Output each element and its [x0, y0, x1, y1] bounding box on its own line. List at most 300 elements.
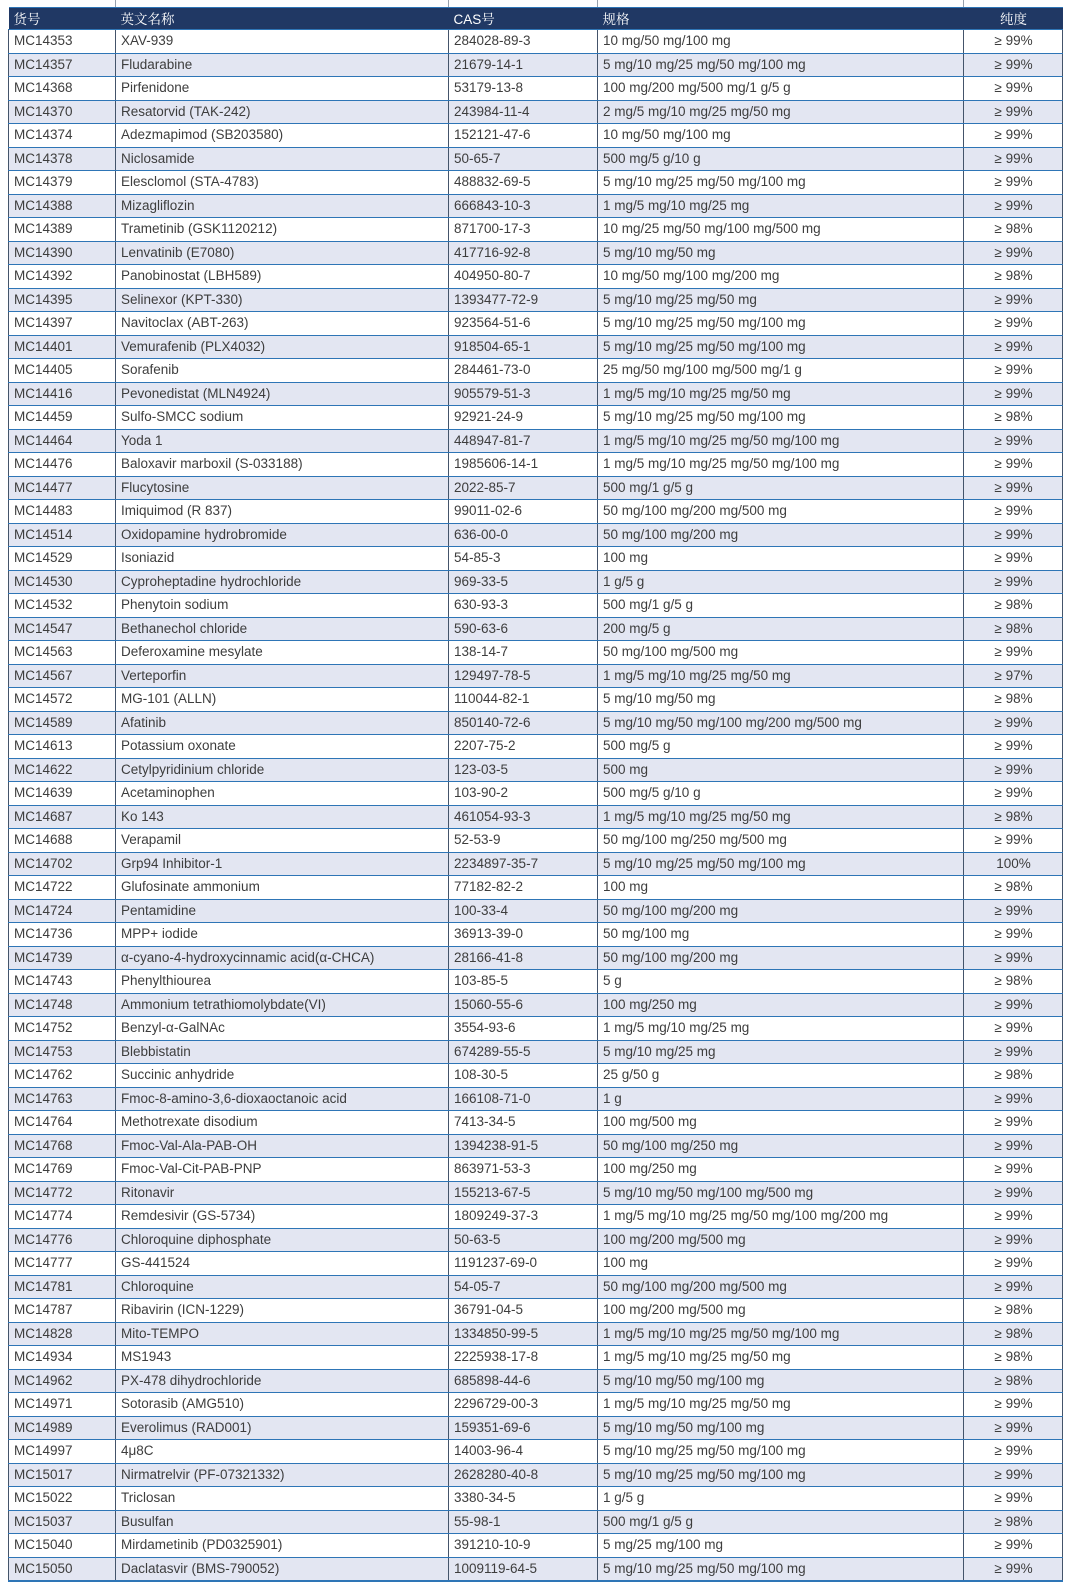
cell-purity: ≥ 99%	[964, 758, 1063, 782]
cell-purity: ≥ 99%	[964, 53, 1063, 77]
cell-purity: ≥ 99%	[964, 429, 1063, 453]
table-row	[9, 805, 1063, 829]
cell-cas: 2225938-17-8	[449, 1346, 598, 1370]
column-header-spec: 规格	[598, 8, 964, 30]
cell-purity: ≥ 99%	[964, 1111, 1063, 1135]
table-row	[9, 970, 1063, 994]
cell-cas: 36913-39-0	[449, 923, 598, 947]
cell-code: MC14353	[9, 30, 116, 54]
cell-code: MC14971	[9, 1393, 116, 1417]
cell-purity: ≥ 99%	[964, 194, 1063, 218]
table-row	[9, 711, 1063, 735]
cell-code: MC14613	[9, 735, 116, 759]
cell-spec: 200 mg/5 g	[598, 617, 964, 641]
cell-cas: 108-30-5	[449, 1064, 598, 1088]
table-row	[9, 617, 1063, 641]
cell-spec: 1 mg/5 mg/10 mg/25 mg/50 mg	[598, 1393, 964, 1417]
cell-cas: 152121-47-6	[449, 124, 598, 148]
table-row	[9, 523, 1063, 547]
cell-name: Sorafenib	[116, 359, 449, 383]
cell-code: MC14368	[9, 77, 116, 101]
cell-code: MC14389	[9, 218, 116, 242]
cell-code: MC14762	[9, 1064, 116, 1088]
cell-cas: 123-03-5	[449, 758, 598, 782]
cell-cas: 2207-75-2	[449, 735, 598, 759]
table-row	[9, 594, 1063, 618]
table-row	[9, 1111, 1063, 1135]
cell-name: Triclosan	[116, 1487, 449, 1511]
cell-spec: 100 mg	[598, 876, 964, 900]
cell-purity: ≥ 99%	[964, 1252, 1063, 1276]
cell-cas: 28166-41-8	[449, 946, 598, 970]
cell-cas: 103-85-5	[449, 970, 598, 994]
cell-cas: 3380-34-5	[449, 1487, 598, 1511]
cell-code: MC14764	[9, 1111, 116, 1135]
cell-code: MC14748	[9, 993, 116, 1017]
cell-cas: 969-33-5	[449, 570, 598, 594]
cell-purity: ≥ 99%	[964, 1393, 1063, 1417]
cell-name: Remdesivir (GS-5734)	[116, 1205, 449, 1229]
cell-spec: 5 mg/10 mg/50 mg/100 mg	[598, 1416, 964, 1440]
cell-spec: 25 mg/50 mg/100 mg/500 mg/1 g	[598, 359, 964, 383]
cell-name: Mirdametinib (PD0325901)	[116, 1534, 449, 1558]
cell-name: Blebbistatin	[116, 1040, 449, 1064]
table-row	[9, 1134, 1063, 1158]
cell-name: Sotorasib (AMG510)	[116, 1393, 449, 1417]
cell-spec: 1 mg/5 mg/10 mg/25 mg/50 mg/100 mg	[598, 453, 964, 477]
table-row	[9, 1534, 1063, 1558]
cell-spec: 500 mg/1 g/5 g	[598, 594, 964, 618]
cell-name: Ribavirin (ICN-1229)	[116, 1299, 449, 1323]
cell-name: Isoniazid	[116, 547, 449, 571]
cell-purity: ≥ 99%	[964, 1017, 1063, 1041]
cell-spec: 50 mg/100 mg/500 mg	[598, 641, 964, 665]
cell-cas: 99011-02-6	[449, 500, 598, 524]
cell-cas: 159351-69-6	[449, 1416, 598, 1440]
cell-cas: 36791-04-5	[449, 1299, 598, 1323]
cell-purity: ≥ 99%	[964, 923, 1063, 947]
cell-name: Chloroquine	[116, 1275, 449, 1299]
cell-spec: 500 mg/5 g/10 g	[598, 147, 964, 171]
cell-purity: ≥ 99%	[964, 1463, 1063, 1487]
cell-purity: ≥ 99%	[964, 1534, 1063, 1558]
cell-spec: 1 mg/5 mg/10 mg/25 mg/50 mg/100 mg	[598, 1322, 964, 1346]
cell-purity: ≥ 99%	[964, 476, 1063, 500]
cell-spec: 5 mg/10 mg/50 mg	[598, 688, 964, 712]
cell-name: Ritonavir	[116, 1181, 449, 1205]
cell-name: Ko 143	[116, 805, 449, 829]
table-row	[9, 1393, 1063, 1417]
cell-cas: 284028-89-3	[449, 30, 598, 54]
table-row	[9, 359, 1063, 383]
table-row	[9, 899, 1063, 923]
cell-spec: 5 g	[598, 970, 964, 994]
table-row	[9, 1158, 1063, 1182]
table-row	[9, 688, 1063, 712]
cell-cas: 15060-55-6	[449, 993, 598, 1017]
cell-cas: 166108-71-0	[449, 1087, 598, 1111]
cell-code: MC14724	[9, 899, 116, 923]
cell-name: Mito-TEMPO	[116, 1322, 449, 1346]
table-row	[9, 829, 1063, 853]
cell-spec: 50 mg/100 mg/200 mg	[598, 946, 964, 970]
column-header-name: 英文名称	[116, 8, 449, 30]
table-row	[9, 946, 1063, 970]
cell-cas: 863971-53-3	[449, 1158, 598, 1182]
table-row	[9, 758, 1063, 782]
cell-name: Trametinib (GSK1120212)	[116, 218, 449, 242]
table-row	[9, 1510, 1063, 1534]
cell-purity: ≥ 99%	[964, 241, 1063, 265]
cell-cas: 2234897-35-7	[449, 852, 598, 876]
cell-code: MC14388	[9, 194, 116, 218]
page-top-edge-stub	[448, 0, 449, 7]
cell-cas: 21679-14-1	[449, 53, 598, 77]
cell-name: Mizagliflozin	[116, 194, 449, 218]
cell-spec: 1 mg/5 mg/10 mg/25 mg/50 mg	[598, 805, 964, 829]
cell-name: Cetylpyridinium chloride	[116, 758, 449, 782]
cell-purity: ≥ 99%	[964, 1557, 1063, 1581]
cell-cas: 1393477-72-9	[449, 288, 598, 312]
cell-cas: 3554-93-6	[449, 1017, 598, 1041]
cell-purity: ≥ 99%	[964, 547, 1063, 571]
cell-code: MC14687	[9, 805, 116, 829]
cell-spec: 1 mg/5 mg/10 mg/25 mg/50 mg	[598, 382, 964, 406]
cell-code: MC14532	[9, 594, 116, 618]
cell-spec: 50 mg/100 mg/200 mg	[598, 899, 964, 923]
cell-name: Yoda 1	[116, 429, 449, 453]
cell-code: MC14722	[9, 876, 116, 900]
cell-purity: 100%	[964, 852, 1063, 876]
cell-name: Fmoc-Val-Ala-PAB-OH	[116, 1134, 449, 1158]
cell-purity: ≥ 99%	[964, 288, 1063, 312]
cell-name: Navitoclax (ABT-263)	[116, 312, 449, 336]
cell-spec: 1 g/5 g	[598, 1487, 964, 1511]
cell-cas: 850140-72-6	[449, 711, 598, 735]
table-row	[9, 1440, 1063, 1464]
cell-code: MC14529	[9, 547, 116, 571]
cell-purity: ≥ 98%	[964, 1369, 1063, 1393]
cell-purity: ≥ 99%	[964, 1205, 1063, 1229]
cell-name: Benzyl-α-GalNAc	[116, 1017, 449, 1041]
table-row	[9, 1040, 1063, 1064]
cell-code: MC14828	[9, 1322, 116, 1346]
cell-purity: ≥ 99%	[964, 77, 1063, 101]
cell-purity: ≥ 98%	[964, 406, 1063, 430]
cell-code: MC14459	[9, 406, 116, 430]
cell-code: MC14781	[9, 1275, 116, 1299]
table-row	[9, 664, 1063, 688]
cell-name: Pirfenidone	[116, 77, 449, 101]
table-row	[9, 288, 1063, 312]
cell-code: MC14397	[9, 312, 116, 336]
cell-code: MC14370	[9, 100, 116, 124]
cell-name: Pevonedistat (MLN4924)	[116, 382, 449, 406]
cell-cas: 243984-11-4	[449, 100, 598, 124]
cell-name: Succinic anhydride	[116, 1064, 449, 1088]
cell-name: Fmoc-8-amino-3,6-dioxaoctanoic acid	[116, 1087, 449, 1111]
table-row	[9, 312, 1063, 336]
cell-name: MG-101 (ALLN)	[116, 688, 449, 712]
cell-spec: 100 mg	[598, 547, 964, 571]
cell-name: Verteporfin	[116, 664, 449, 688]
cell-spec: 2 mg/5 mg/10 mg/25 mg/50 mg	[598, 100, 964, 124]
cell-code: MC14743	[9, 970, 116, 994]
table-row	[9, 735, 1063, 759]
cell-spec: 500 mg	[598, 758, 964, 782]
cell-code: MC15040	[9, 1534, 116, 1558]
cell-cas: 923564-51-6	[449, 312, 598, 336]
cell-spec: 1 g	[598, 1087, 964, 1111]
table-row	[9, 641, 1063, 665]
cell-spec: 500 mg/1 g/5 g	[598, 1510, 964, 1534]
cell-code: MC14639	[9, 782, 116, 806]
cell-purity: ≥ 99%	[964, 1181, 1063, 1205]
cell-cas: 129497-78-5	[449, 664, 598, 688]
column-header-code: 货号	[9, 8, 116, 30]
cell-name: Fludarabine	[116, 53, 449, 77]
cell-purity: ≥ 99%	[964, 1158, 1063, 1182]
cell-purity: ≥ 99%	[964, 453, 1063, 477]
cell-name: Vemurafenib (PLX4032)	[116, 335, 449, 359]
cell-spec: 1 mg/5 mg/10 mg/25 mg/50 mg/100 mg	[598, 429, 964, 453]
cell-code: MC15050	[9, 1557, 116, 1581]
cell-spec: 5 mg/10 mg/50 mg	[598, 241, 964, 265]
cell-purity: ≥ 99%	[964, 641, 1063, 665]
cell-name: Deferoxamine mesylate	[116, 641, 449, 665]
page-top-edge-stub	[597, 0, 598, 7]
cell-purity: ≥ 99%	[964, 147, 1063, 171]
cell-spec: 50 mg/100 mg/200 mg/500 mg	[598, 1275, 964, 1299]
cell-purity: ≥ 99%	[964, 124, 1063, 148]
cell-purity: ≥ 99%	[964, 899, 1063, 923]
cell-code: MC14567	[9, 664, 116, 688]
cell-spec: 5 mg/10 mg/50 mg/100 mg/500 mg	[598, 1181, 964, 1205]
cell-purity: ≥ 99%	[964, 100, 1063, 124]
cell-purity: ≥ 98%	[964, 265, 1063, 289]
table-row	[9, 923, 1063, 947]
cell-spec: 5 mg/10 mg/25 mg/50 mg/100 mg	[598, 53, 964, 77]
cell-spec: 5 mg/10 mg/25 mg/50 mg/100 mg	[598, 171, 964, 195]
cell-cas: 590-63-6	[449, 617, 598, 641]
cell-purity: ≥ 99%	[964, 711, 1063, 735]
cell-spec: 1 mg/5 mg/10 mg/25 mg/50 mg	[598, 1346, 964, 1370]
table-row	[9, 194, 1063, 218]
cell-purity: ≥ 99%	[964, 500, 1063, 524]
cell-spec: 5 mg/10 mg/25 mg/50 mg/100 mg	[598, 852, 964, 876]
table-row	[9, 382, 1063, 406]
cell-name: Fmoc-Val-Cit-PAB-PNP	[116, 1158, 449, 1182]
cell-name: Adezmapimod (SB203580)	[116, 124, 449, 148]
cell-cas: 14003-96-4	[449, 1440, 598, 1464]
cell-spec: 10 mg/50 mg/100 mg	[598, 124, 964, 148]
cell-cas: 2296729-00-3	[449, 1393, 598, 1417]
cell-spec: 1 g/5 g	[598, 570, 964, 594]
cell-cas: 110044-82-1	[449, 688, 598, 712]
cell-spec: 10 mg/25 mg/50 mg/100 mg/500 mg	[598, 218, 964, 242]
cell-name: Phenytoin sodium	[116, 594, 449, 618]
table-row	[9, 1064, 1063, 1088]
table-row	[9, 1322, 1063, 1346]
cell-purity: ≥ 98%	[964, 688, 1063, 712]
cell-code: MC14572	[9, 688, 116, 712]
cell-purity: ≥ 99%	[964, 1040, 1063, 1064]
cell-purity: ≥ 99%	[964, 946, 1063, 970]
cell-code: MC14416	[9, 382, 116, 406]
column-header-cas: CAS号	[449, 8, 598, 30]
cell-cas: 52-53-9	[449, 829, 598, 853]
cell-name: MPP+ iodide	[116, 923, 449, 947]
cell-spec: 10 mg/50 mg/100 mg/200 mg	[598, 265, 964, 289]
cell-name: Niclosamide	[116, 147, 449, 171]
cell-cas: 1394238-91-5	[449, 1134, 598, 1158]
table-row	[9, 453, 1063, 477]
cell-purity: ≥ 99%	[964, 171, 1063, 195]
table-row	[9, 1299, 1063, 1323]
cell-name: Busulfan	[116, 1510, 449, 1534]
cell-cas: 53179-13-8	[449, 77, 598, 101]
cell-code: MC14768	[9, 1134, 116, 1158]
cell-code: MC14589	[9, 711, 116, 735]
table-row	[9, 171, 1063, 195]
table-row	[9, 993, 1063, 1017]
cell-code: MC15037	[9, 1510, 116, 1534]
cell-code: MC14962	[9, 1369, 116, 1393]
cell-cas: 461054-93-3	[449, 805, 598, 829]
table-row	[9, 429, 1063, 453]
cell-code: MC14776	[9, 1228, 116, 1252]
cell-name: Grp94 Inhibitor-1	[116, 852, 449, 876]
cell-name: Pentamidine	[116, 899, 449, 923]
cell-spec: 1 mg/5 mg/10 mg/25 mg/50 mg/100 mg/200 mg	[598, 1205, 964, 1229]
cell-code: MC14477	[9, 476, 116, 500]
cell-name: Phenylthiourea	[116, 970, 449, 994]
cell-code: MC14997	[9, 1440, 116, 1464]
cell-spec: 1 mg/5 mg/10 mg/25 mg	[598, 1017, 964, 1041]
cell-code: MC14379	[9, 171, 116, 195]
cell-cas: 54-05-7	[449, 1275, 598, 1299]
cell-cas: 448947-81-7	[449, 429, 598, 453]
cell-purity: ≥ 98%	[964, 594, 1063, 618]
cell-purity: ≥ 99%	[964, 829, 1063, 853]
cell-cas: 77182-82-2	[449, 876, 598, 900]
table-row	[9, 1181, 1063, 1205]
cell-spec: 50 mg/100 mg	[598, 923, 964, 947]
cell-name: Flucytosine	[116, 476, 449, 500]
cell-purity: ≥ 99%	[964, 1228, 1063, 1252]
product-table-body	[9, 30, 1063, 1582]
cell-code: MC14989	[9, 1416, 116, 1440]
cell-name: Cyproheptadine hydrochloride	[116, 570, 449, 594]
cell-purity: ≥ 99%	[964, 1275, 1063, 1299]
cell-purity: ≥ 98%	[964, 617, 1063, 641]
table-row	[9, 30, 1063, 54]
cell-purity: ≥ 98%	[964, 218, 1063, 242]
cell-cas: 1191237-69-0	[449, 1252, 598, 1276]
table-row	[9, 335, 1063, 359]
cell-code: MC14774	[9, 1205, 116, 1229]
cell-cas: 391210-10-9	[449, 1534, 598, 1558]
cell-cas: 674289-55-5	[449, 1040, 598, 1064]
cell-cas: 7413-34-5	[449, 1111, 598, 1135]
cell-code: MC14763	[9, 1087, 116, 1111]
cell-spec: 50 mg/100 mg/250 mg/500 mg	[598, 829, 964, 853]
cell-name: XAV-939	[116, 30, 449, 54]
cell-purity: ≥ 99%	[964, 1440, 1063, 1464]
cell-name: Potassium oxonate	[116, 735, 449, 759]
cell-code: MC14483	[9, 500, 116, 524]
table-row	[9, 547, 1063, 571]
cell-name: Baloxavir marboxil (S-033188)	[116, 453, 449, 477]
cell-name: Resatorvid (TAK-242)	[116, 100, 449, 124]
table-row	[9, 53, 1063, 77]
cell-code: MC14772	[9, 1181, 116, 1205]
cell-name: Everolimus (RAD001)	[116, 1416, 449, 1440]
cell-purity: ≥ 99%	[964, 570, 1063, 594]
cell-purity: ≥ 99%	[964, 335, 1063, 359]
cell-code: MC14739	[9, 946, 116, 970]
cell-cas: 55-98-1	[449, 1510, 598, 1534]
cell-purity: ≥ 99%	[964, 523, 1063, 547]
table-row	[9, 500, 1063, 524]
cell-code: MC14401	[9, 335, 116, 359]
cell-spec: 50 mg/100 mg/250 mg	[598, 1134, 964, 1158]
cell-purity: ≥ 99%	[964, 993, 1063, 1017]
cell-code: MC14753	[9, 1040, 116, 1064]
table-row	[9, 782, 1063, 806]
cell-name: Chloroquine diphosphate	[116, 1228, 449, 1252]
cell-cas: 2022-85-7	[449, 476, 598, 500]
cell-spec: 50 mg/100 mg/200 mg	[598, 523, 964, 547]
table-row	[9, 1487, 1063, 1511]
cell-cas: 50-63-5	[449, 1228, 598, 1252]
cell-cas: 92921-24-9	[449, 406, 598, 430]
cell-cas: 50-65-7	[449, 147, 598, 171]
cell-purity: ≥ 98%	[964, 876, 1063, 900]
cell-name: Acetaminophen	[116, 782, 449, 806]
cell-spec: 500 mg/1 g/5 g	[598, 476, 964, 500]
page-top-edge-stub	[963, 0, 964, 7]
cell-cas: 54-85-3	[449, 547, 598, 571]
cell-spec: 1 mg/5 mg/10 mg/25 mg/50 mg	[598, 664, 964, 688]
cell-cas: 666843-10-3	[449, 194, 598, 218]
cell-code: MC14547	[9, 617, 116, 641]
table-row	[9, 1557, 1063, 1581]
cell-name: Methotrexate disodium	[116, 1111, 449, 1135]
cell-name: Selinexor (KPT-330)	[116, 288, 449, 312]
cell-cas: 138-14-7	[449, 641, 598, 665]
cell-name: Nirmatrelvir (PF-07321332)	[116, 1463, 449, 1487]
table-row	[9, 876, 1063, 900]
product-table	[8, 7, 1063, 1582]
cell-cas: 488832-69-5	[449, 171, 598, 195]
cell-spec: 10 mg/50 mg/100 mg	[598, 30, 964, 54]
table-row	[9, 406, 1063, 430]
table-row	[9, 1416, 1063, 1440]
table-row	[9, 1017, 1063, 1041]
cell-cas: 918504-65-1	[449, 335, 598, 359]
cell-code: MC14374	[9, 124, 116, 148]
cell-code: MC14736	[9, 923, 116, 947]
cell-cas: 630-93-3	[449, 594, 598, 618]
cell-purity: ≥ 99%	[964, 382, 1063, 406]
cell-code: MC14622	[9, 758, 116, 782]
cell-name: Oxidopamine hydrobromide	[116, 523, 449, 547]
cell-purity: ≥ 98%	[964, 1510, 1063, 1534]
page-top-edge-stub	[115, 0, 116, 7]
cell-code: MC14688	[9, 829, 116, 853]
column-header-purity: 纯度	[964, 8, 1063, 30]
